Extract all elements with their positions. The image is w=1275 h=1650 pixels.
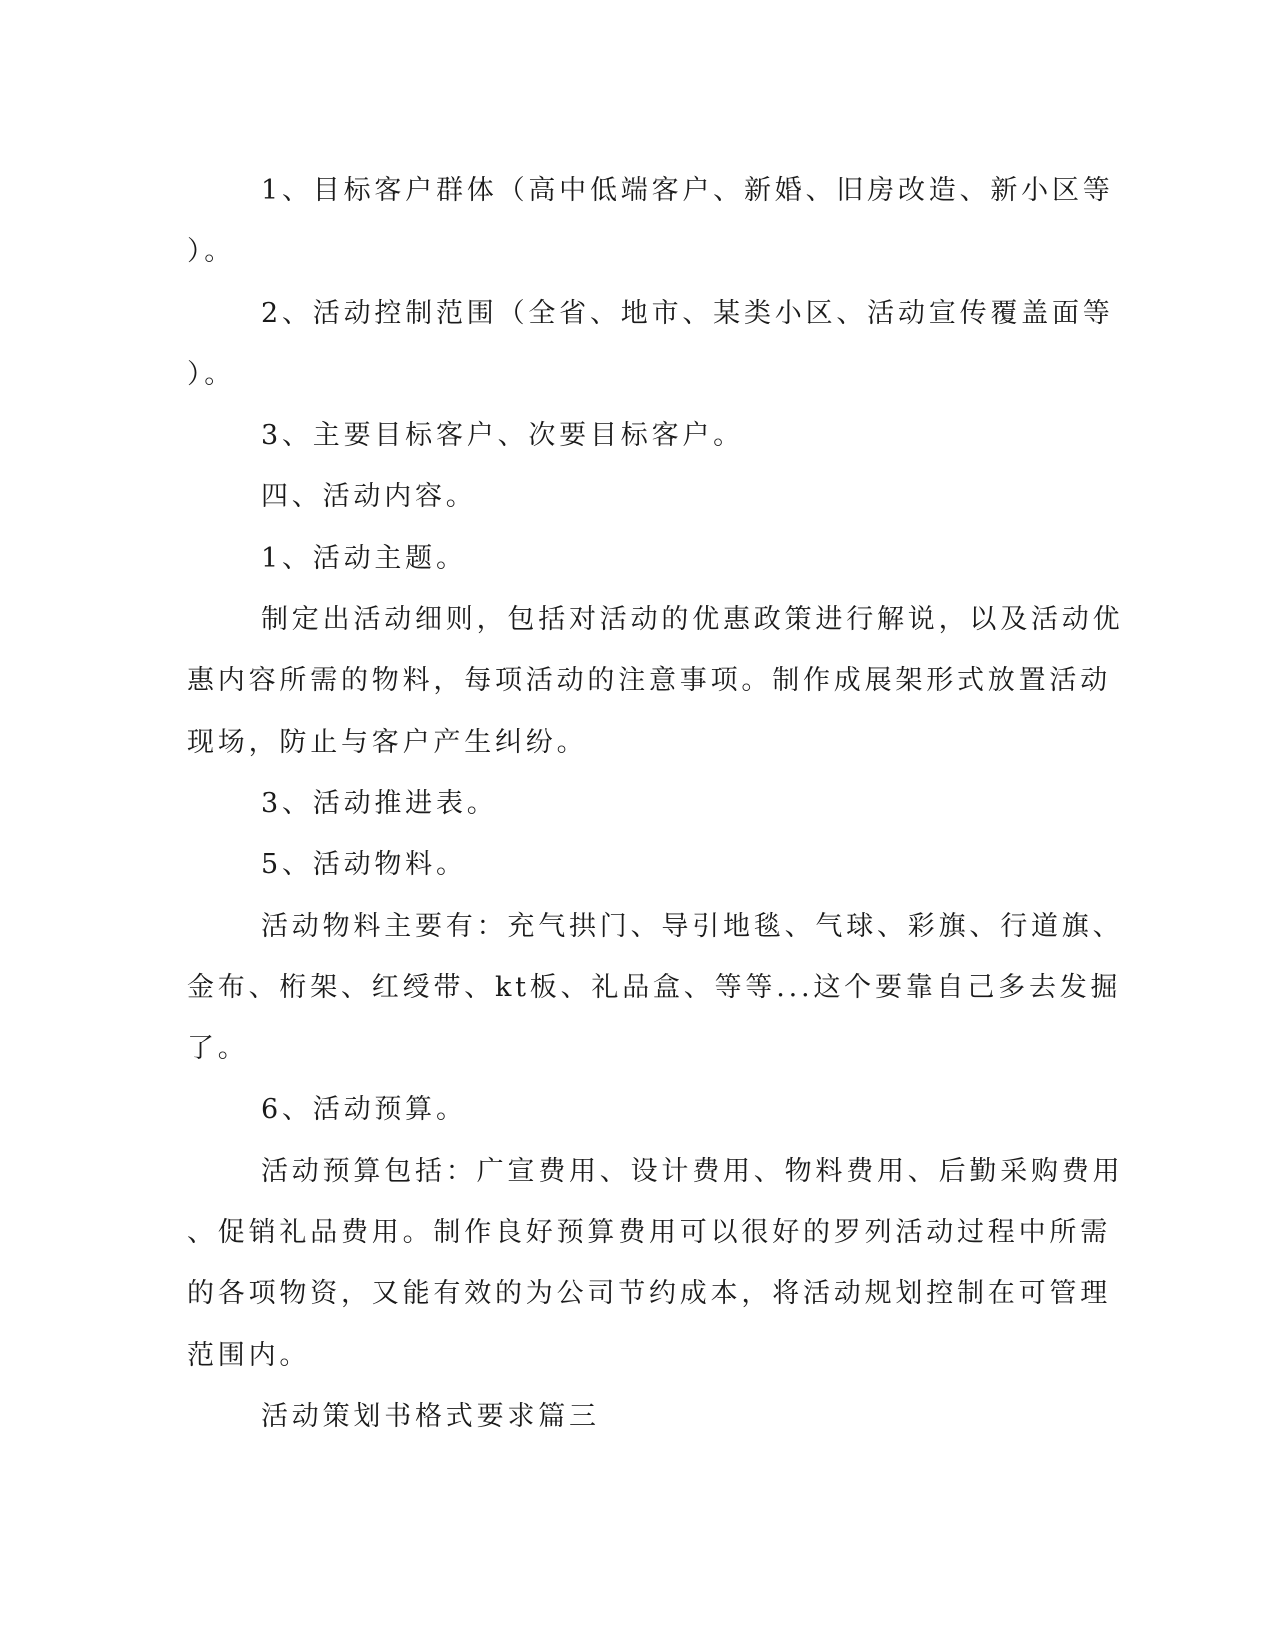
text-line: 金布、桁架、红绶带、kt板、礼品盒、等等...这个要靠自己多去发掘 (187, 971, 1122, 1003)
subsection-heading: 3、活动推进表。 (261, 787, 498, 819)
text-line: 、促销礼品费用。制作良好预算费用可以很好的罗列活动过程中所需 (187, 1217, 1111, 1249)
text-line: 制定出活动细则，包括对活动的优惠政策进行解说，以及活动优 (261, 604, 1124, 636)
text-line: 的各项物资，又能有效的为公司节约成本，将活动规划控制在可管理 (187, 1278, 1111, 1310)
document-body (187, 160, 1124, 1447)
text-line: 2、活动控制范围（全省、地市、某类小区、活动宣传覆盖面等 (261, 297, 1114, 329)
subsection-heading: 5、活动物料。 (261, 849, 467, 881)
text-line: 活动物料主要有：充气拱门、导引地毯、气球、彩旗、行道旗、 (261, 910, 1124, 942)
subsection-heading: 6、活动预算。 (261, 1094, 467, 1126)
subsection-heading: 1、活动主题。 (261, 542, 467, 574)
text-line: 3、主要目标客户、次要目标客户。 (261, 420, 744, 452)
text-line: 现场，防止与客户产生纠纷。 (187, 726, 588, 758)
section-heading: 活动策划书格式要求篇三 (261, 1400, 600, 1432)
text-line: ）。 (187, 236, 236, 268)
text-line: 了。 (187, 1033, 249, 1065)
section-heading: 四、活动内容。 (261, 481, 477, 513)
text-line: ）。 (187, 358, 236, 390)
text-line: 活动预算包括：广宣费用、设计费用、物料费用、后勤采购费用 (261, 1155, 1124, 1187)
text-line: 1、目标客户群体（高中低端客户、新婚、旧房改造、新小区等 (261, 175, 1114, 206)
text-line: 范围内。 (187, 1339, 311, 1371)
text-line: 惠内容所需的物料，每项活动的注意事项。制作成展架形式放置活动 (187, 665, 1111, 697)
